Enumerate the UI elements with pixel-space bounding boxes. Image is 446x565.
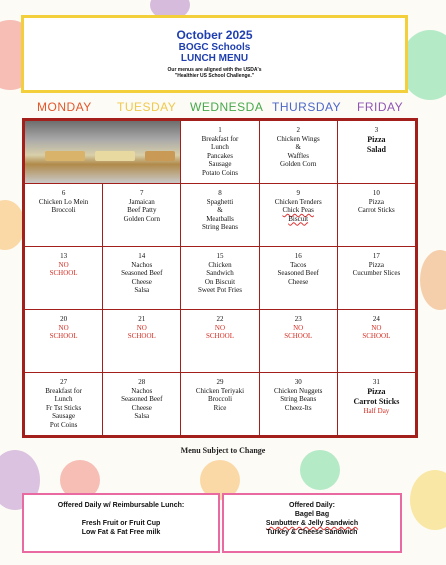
day-thursday: THURSDAY <box>272 100 342 114</box>
day-cell-13: 13 NO SCHOOL <box>25 247 102 309</box>
day-cell-30: 30 Chicken Nuggets String Beans Cheez-Its <box>260 373 337 435</box>
day-cell-21: 21 NO SCHOOL <box>103 310 180 372</box>
day-friday: FRIDAY <box>357 100 404 114</box>
day-cell-24: 24 NO SCHOOL <box>338 310 415 372</box>
weekday-headers <box>22 100 418 116</box>
day-cell-6: 6 Chicken Lo Mein Broccoli <box>25 184 102 246</box>
box-right-line1: Bagel Bag <box>294 511 330 518</box>
day-wednesday: WEDNESDA <box>190 100 264 114</box>
day-cell-9: 9 Chicken Tenders Chick Peas Biscuit <box>260 184 337 246</box>
menu-subject-note: Menu Subject to Change <box>180 446 266 455</box>
day-cell-14: 14 Nachos Seasoned Beef Cheese Salsa <box>103 247 180 309</box>
school-name: BOGC Schools <box>178 42 251 53</box>
daily-offer-box-left <box>22 493 220 553</box>
box-left-line1: Fresh Fruit or Fruit Cup <box>81 520 161 527</box>
day-cell-29: 29 Chicken Teriyaki Broccoli Rice <box>181 373 258 435</box>
day-cell-27: 27 Breakfast for Lunch Fr Tst Sticks Sausage Pot Coins <box>25 373 102 435</box>
day-cell-10: 10 Pizza Carrot Sticks <box>338 184 415 246</box>
box-right-line3: Turkey & Cheese Sandwich <box>266 529 358 536</box>
day-cell-1: 1 Breakfast for Lunch Pancakes Sausage Potato Coins <box>181 121 258 183</box>
day-cell-28: 28 Nachos Seasoned Beef Cheese Salsa <box>103 373 180 435</box>
day-cell-17: 17 Pizza Cucumber Slices <box>338 247 415 309</box>
menu-month: October 2025 <box>176 28 253 42</box>
box-right-line2: Sunbutter & Jelly Sandwich <box>265 520 359 527</box>
usda-note-2: "Healthier US School Challenge." <box>174 73 255 79</box>
day-tuesday: TUESDAY <box>117 100 177 114</box>
day-cell-23: 23 NO SCHOOL <box>260 310 337 372</box>
day-cell-8: 8 Spaghetti & Meatballs String Beans <box>181 184 258 246</box>
day-monday: MONDAY <box>37 100 92 114</box>
menu-header <box>21 15 408 93</box>
day-cell-20: 20 NO SCHOOL <box>25 310 102 372</box>
cafeteria-photo <box>25 121 180 183</box>
usda-note-1: Our menus are aligned with the USDA's <box>167 67 262 73</box>
lunch-calendar <box>22 118 418 438</box>
day-cell-31: 31 Pizza Carrot Sticks Half Day <box>338 373 415 435</box>
day-cell-16: 16 Tacos Seasoned Beef Cheese <box>260 247 337 309</box>
day-cell-3: 3 Pizza Salad <box>338 121 415 183</box>
day-cell-22: 22 NO SCHOOL <box>181 310 258 372</box>
day-cell-2: 2 Chicken Wings & Waffles Golden Corn <box>260 121 337 183</box>
daily-offer-box-right <box>222 493 402 553</box>
day-cell-15: 15 Chicken Sandwich On Biscuit Sweet Pot Fries <box>181 247 258 309</box>
menu-title: LUNCH MENU <box>180 53 249 64</box>
box-left-line2: Low Fat & Fat Free milk <box>81 529 161 536</box>
day-cell-7: 7 Jamaican Beef Patty Golden Corn <box>103 184 180 246</box>
box-right-title: Offered Daily: <box>289 502 335 509</box>
box-left-title: Offered Daily w/ Reimbursable Lunch: <box>57 502 185 509</box>
